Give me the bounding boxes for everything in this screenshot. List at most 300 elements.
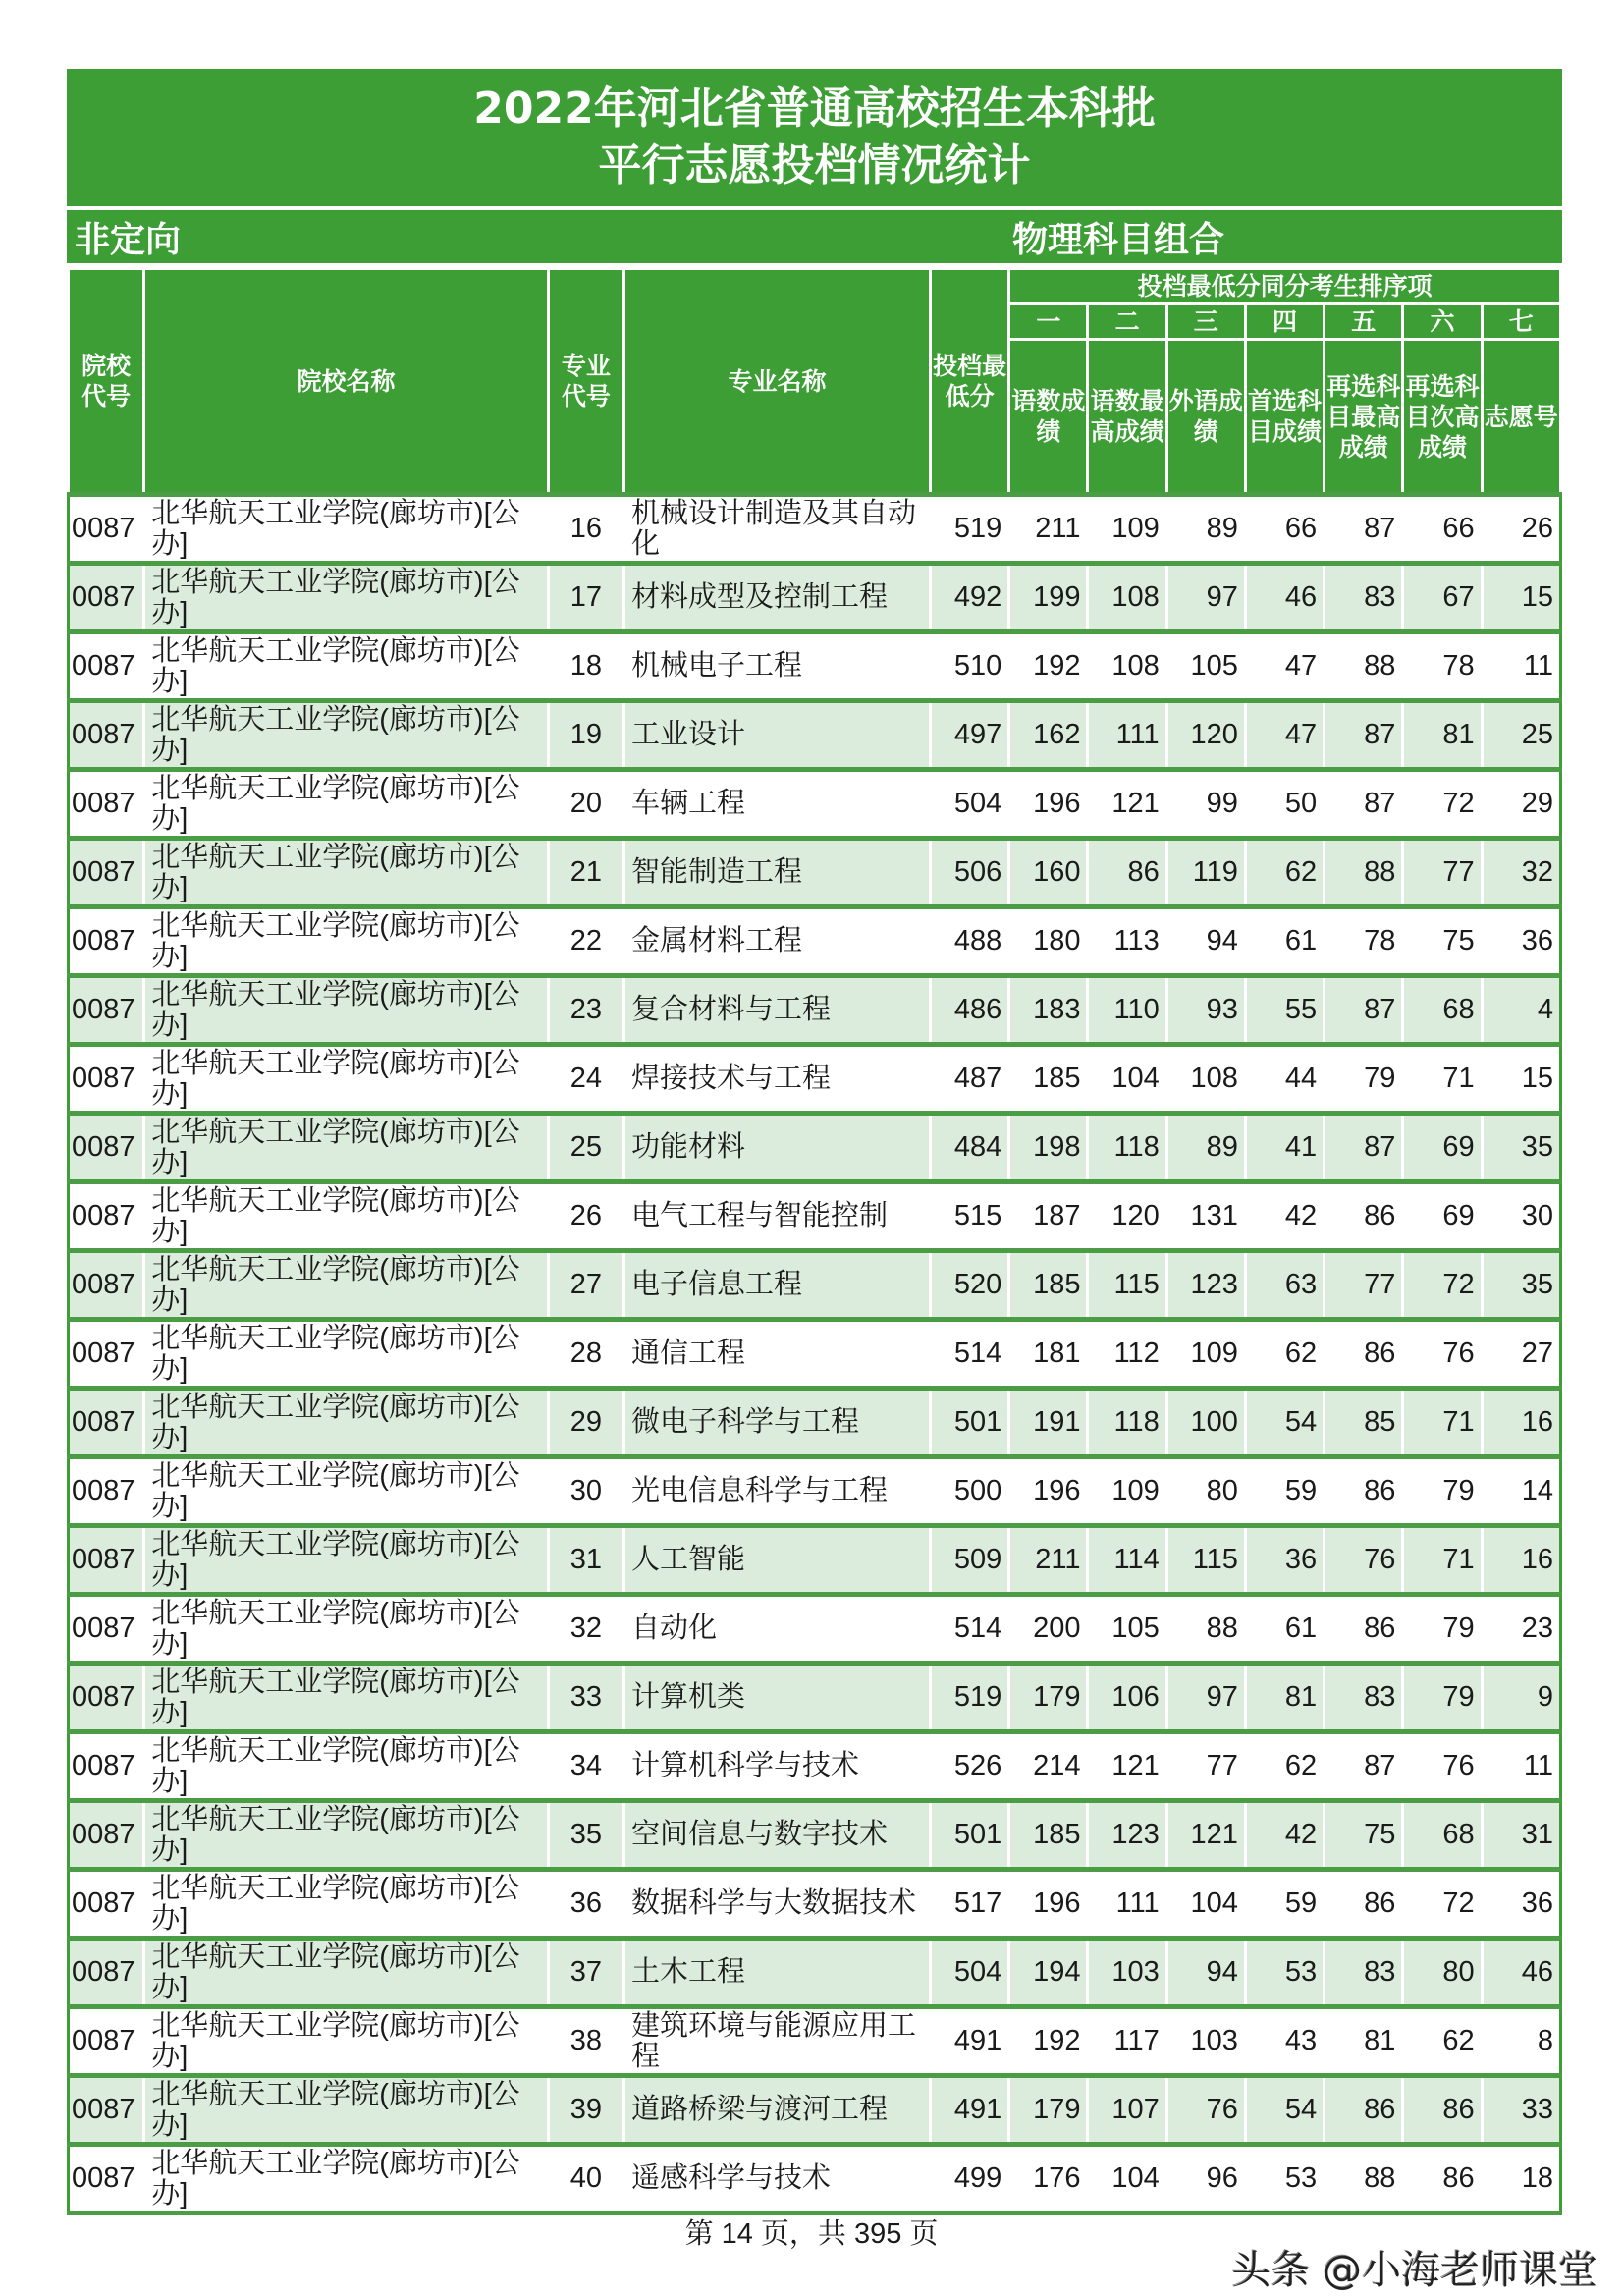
cell-min-score: 488 (931, 907, 1009, 976)
cell-tiebreak-1: 180 (1009, 907, 1088, 976)
cell-tiebreak-4: 53 (1245, 1939, 1324, 2007)
cell-tiebreak-4: 54 (1245, 2076, 1324, 2145)
cell-tiebreak-3: 89 (1166, 495, 1245, 564)
cell-major-code: 30 (548, 1457, 623, 1526)
cell-major-name: 自动化 (624, 1595, 931, 1664)
cell-tiebreak-1: 179 (1009, 2076, 1088, 2145)
cell-school-name: 北华航天工业学院(廊坊市)[公办] (144, 1526, 549, 1595)
admission-statistics-sheet (67, 69, 1562, 2215)
cell-major-name: 计算机类 (624, 1664, 931, 1732)
cell-tiebreak-2: 109 (1088, 495, 1166, 564)
cell-tiebreak-5: 83 (1325, 1664, 1403, 1732)
cell-school-code: 0087 (69, 1045, 144, 1114)
cell-tiebreak-1: 196 (1009, 770, 1088, 839)
cell-tiebreak-6: 78 (1403, 632, 1482, 701)
cell-tiebreak-6: 72 (1403, 1251, 1482, 1320)
cell-tiebreak-7: 18 (1482, 2145, 1560, 2214)
cell-major-name: 空间信息与数字技术 (624, 1801, 931, 1870)
cell-tiebreak-5: 87 (1325, 976, 1403, 1045)
cell-tiebreak-5: 77 (1325, 1251, 1403, 1320)
cell-min-score: 520 (931, 1251, 1009, 1320)
cell-tiebreak-5: 83 (1325, 1939, 1403, 2007)
cell-school-code: 0087 (69, 1389, 144, 1457)
cell-min-score: 492 (931, 564, 1009, 632)
cell-tiebreak-4: 36 (1245, 1526, 1324, 1595)
cell-tiebreak-7: 8 (1482, 2007, 1560, 2076)
header-ordinal-7: 七 (1482, 304, 1560, 340)
cell-tiebreak-6: 67 (1403, 564, 1482, 632)
cell-tiebreak-6: 81 (1403, 701, 1482, 770)
cell-min-score: 500 (931, 1457, 1009, 1526)
header-tiebreak-7: 志愿号 (1482, 340, 1560, 495)
cell-school-code: 0087 (69, 1664, 144, 1732)
cell-tiebreak-7: 14 (1482, 1457, 1560, 1526)
cell-tiebreak-3: 88 (1166, 1595, 1245, 1664)
cell-tiebreak-7: 30 (1482, 1182, 1560, 1251)
cell-tiebreak-5: 79 (1325, 1045, 1403, 1114)
table-body (69, 495, 1561, 2214)
cell-tiebreak-1: 185 (1009, 1251, 1088, 1320)
cell-tiebreak-3: 97 (1166, 564, 1245, 632)
cell-tiebreak-2: 114 (1088, 1526, 1166, 1595)
cell-tiebreak-4: 43 (1245, 2007, 1324, 2076)
cell-school-name: 北华航天工业学院(廊坊市)[公办] (144, 1801, 549, 1870)
cell-tiebreak-3: 94 (1166, 1939, 1245, 2007)
cell-tiebreak-1: 181 (1009, 1320, 1088, 1389)
cell-major-name: 通信工程 (624, 1320, 931, 1389)
cell-tiebreak-3: 93 (1166, 976, 1245, 1045)
header-min-score: 投档最低分 (931, 269, 1009, 495)
cell-school-code: 0087 (69, 1732, 144, 1801)
cell-tiebreak-5: 87 (1325, 701, 1403, 770)
cell-tiebreak-6: 72 (1403, 770, 1482, 839)
cell-tiebreak-5: 87 (1325, 770, 1403, 839)
cell-school-name: 北华航天工业学院(廊坊市)[公办] (144, 1870, 549, 1939)
cell-major-code: 36 (548, 1870, 623, 1939)
cell-school-code: 0087 (69, 770, 144, 839)
cell-tiebreak-2: 121 (1088, 1732, 1166, 1801)
cell-tiebreak-3: 120 (1166, 701, 1245, 770)
header-tiebreak-3: 外语成绩 (1166, 340, 1245, 495)
cell-tiebreak-7: 16 (1482, 1526, 1560, 1595)
cell-major-code: 34 (548, 1732, 623, 1801)
cell-tiebreak-1: 185 (1009, 1801, 1088, 1870)
cell-school-code: 0087 (69, 632, 144, 701)
cell-tiebreak-6: 62 (1403, 2007, 1482, 2076)
cell-tiebreak-7: 35 (1482, 1114, 1560, 1182)
header-ordinal-1: 一 (1009, 304, 1088, 340)
cell-tiebreak-3: 76 (1166, 2076, 1245, 2145)
cell-major-code: 38 (548, 2007, 623, 2076)
cell-tiebreak-6: 68 (1403, 976, 1482, 1045)
header-ordinal-3: 三 (1166, 304, 1245, 340)
cell-school-code: 0087 (69, 1114, 144, 1182)
cell-tiebreak-4: 42 (1245, 1182, 1324, 1251)
cell-school-name: 北华航天工业学院(廊坊市)[公办] (144, 976, 549, 1045)
cell-school-code: 0087 (69, 1526, 144, 1595)
title-line-2: 平行志愿投档情况统计 (598, 140, 1031, 191)
table-row (69, 1320, 1561, 1389)
cell-major-code: 31 (548, 1526, 623, 1595)
cell-tiebreak-3: 109 (1166, 1320, 1245, 1389)
cell-major-code: 19 (548, 701, 623, 770)
cell-school-name: 北华航天工业学院(廊坊市)[公办] (144, 1182, 549, 1251)
cell-tiebreak-7: 23 (1482, 1595, 1560, 1664)
cell-tiebreak-2: 112 (1088, 1320, 1166, 1389)
cell-school-name: 北华航天工业学院(廊坊市)[公办] (144, 701, 549, 770)
cell-tiebreak-1: 192 (1009, 632, 1088, 701)
cell-tiebreak-7: 16 (1482, 1389, 1560, 1457)
cell-tiebreak-4: 59 (1245, 1457, 1324, 1526)
cell-tiebreak-4: 50 (1245, 770, 1324, 839)
cell-tiebreak-4: 53 (1245, 2145, 1324, 2214)
cell-tiebreak-3: 97 (1166, 1664, 1245, 1732)
cell-tiebreak-3: 80 (1166, 1457, 1245, 1526)
table-row (69, 632, 1561, 701)
cell-tiebreak-1: 211 (1009, 1526, 1088, 1595)
cell-tiebreak-1: 199 (1009, 564, 1088, 632)
cell-tiebreak-3: 119 (1166, 839, 1245, 907)
cell-tiebreak-1: 179 (1009, 1664, 1088, 1732)
cell-school-code: 0087 (69, 495, 144, 564)
cell-tiebreak-7: 31 (1482, 1801, 1560, 1870)
cell-tiebreak-5: 85 (1325, 1389, 1403, 1457)
cell-tiebreak-5: 88 (1325, 2145, 1403, 2214)
cell-tiebreak-6: 69 (1403, 1114, 1482, 1182)
cell-major-code: 35 (548, 1801, 623, 1870)
cell-tiebreak-1: 194 (1009, 1939, 1088, 2007)
cell-tiebreak-6: 86 (1403, 2145, 1482, 2214)
cell-tiebreak-3: 94 (1166, 907, 1245, 976)
cell-tiebreak-6: 66 (1403, 495, 1482, 564)
cell-tiebreak-6: 69 (1403, 1182, 1482, 1251)
cell-tiebreak-2: 106 (1088, 1664, 1166, 1732)
cell-school-code: 0087 (69, 839, 144, 907)
cell-school-code: 0087 (69, 1870, 144, 1939)
cell-school-code: 0087 (69, 2145, 144, 2214)
table-row (69, 1457, 1561, 1526)
table-row (69, 1182, 1561, 1251)
cell-tiebreak-6: 76 (1403, 1320, 1482, 1389)
cell-tiebreak-5: 86 (1325, 1457, 1403, 1526)
cell-tiebreak-3: 105 (1166, 632, 1245, 701)
header-tiebreak-2: 语数最高成绩 (1088, 340, 1166, 495)
cell-tiebreak-7: 36 (1482, 1870, 1560, 1939)
cell-tiebreak-6: 71 (1403, 1526, 1482, 1595)
cell-major-name: 工业设计 (624, 701, 931, 770)
cell-tiebreak-3: 123 (1166, 1251, 1245, 1320)
cell-major-code: 33 (548, 1664, 623, 1732)
cell-major-name: 金属材料工程 (624, 907, 931, 976)
cell-school-code: 0087 (69, 2076, 144, 2145)
cell-major-name: 机械电子工程 (624, 632, 931, 701)
cell-min-score: 510 (931, 632, 1009, 701)
cell-tiebreak-6: 86 (1403, 2076, 1482, 2145)
cell-tiebreak-5: 88 (1325, 632, 1403, 701)
cell-min-score: 519 (931, 1664, 1009, 1732)
cell-major-code: 21 (548, 839, 623, 907)
table-row (69, 1114, 1561, 1182)
cell-tiebreak-3: 99 (1166, 770, 1245, 839)
cell-min-score: 506 (931, 839, 1009, 907)
cell-tiebreak-6: 68 (1403, 1801, 1482, 1870)
cell-tiebreak-6: 72 (1403, 1870, 1482, 1939)
header-major-name: 专业名称 (624, 269, 931, 495)
cell-tiebreak-7: 15 (1482, 564, 1560, 632)
cell-tiebreak-6: 71 (1403, 1389, 1482, 1457)
header-tiebreak-6: 再选科目次高成绩 (1403, 340, 1482, 495)
cell-tiebreak-4: 44 (1245, 1045, 1324, 1114)
cell-major-code: 17 (548, 564, 623, 632)
cell-major-name: 光电信息科学与工程 (624, 1457, 931, 1526)
cell-tiebreak-3: 77 (1166, 1732, 1245, 1801)
header-school-code: 院校代号 (69, 269, 144, 495)
cell-major-code: 23 (548, 976, 623, 1045)
cell-min-score: 487 (931, 1045, 1009, 1114)
cell-tiebreak-7: 36 (1482, 907, 1560, 976)
cell-major-name: 机械设计制造及其自动化 (624, 495, 931, 564)
cell-school-name: 北华航天工业学院(廊坊市)[公办] (144, 1114, 549, 1182)
header-ordinal-4: 四 (1245, 304, 1324, 340)
cell-tiebreak-7: 9 (1482, 1664, 1560, 1732)
cell-major-code: 20 (548, 770, 623, 839)
cell-tiebreak-4: 63 (1245, 1251, 1324, 1320)
cell-tiebreak-4: 47 (1245, 632, 1324, 701)
header-major-code: 专业代号 (548, 269, 623, 495)
cell-major-name: 土木工程 (624, 1939, 931, 2007)
cell-major-code: 25 (548, 1114, 623, 1182)
header-tiebreak-group: 投档最低分同分考生排序项 (1009, 269, 1561, 304)
cell-major-code: 40 (548, 2145, 623, 2214)
cell-tiebreak-7: 33 (1482, 2076, 1560, 2145)
table-row (69, 1939, 1561, 2007)
cell-school-code: 0087 (69, 701, 144, 770)
cell-major-code: 28 (548, 1320, 623, 1389)
header-ordinal-6: 六 (1403, 304, 1482, 340)
cell-tiebreak-2: 113 (1088, 907, 1166, 976)
cell-school-name: 北华航天工业学院(廊坊市)[公办] (144, 839, 549, 907)
cell-tiebreak-5: 86 (1325, 1182, 1403, 1251)
cell-major-name: 智能制造工程 (624, 839, 931, 907)
cell-tiebreak-1: 191 (1009, 1389, 1088, 1457)
cell-tiebreak-3: 108 (1166, 1045, 1245, 1114)
cell-min-score: 491 (931, 2007, 1009, 2076)
cell-min-score: 519 (931, 495, 1009, 564)
cell-tiebreak-5: 86 (1325, 1320, 1403, 1389)
cell-school-code: 0087 (69, 564, 144, 632)
header-tiebreak-1: 语数成绩 (1009, 340, 1088, 495)
cell-school-name: 北华航天工业学院(廊坊市)[公办] (144, 907, 549, 976)
cell-tiebreak-2: 118 (1088, 1114, 1166, 1182)
cell-min-score: 504 (931, 770, 1009, 839)
cell-major-name: 遥感科学与技术 (624, 2145, 931, 2214)
table-row (69, 701, 1561, 770)
cell-tiebreak-2: 118 (1088, 1389, 1166, 1457)
title-line-1: 2022年河北省普通高校招生本科批 (473, 83, 1156, 134)
table-row (69, 1870, 1561, 1939)
table-row (69, 770, 1561, 839)
header-school-name: 院校名称 (144, 269, 549, 495)
cell-tiebreak-3: 115 (1166, 1526, 1245, 1595)
cell-tiebreak-5: 78 (1325, 907, 1403, 976)
cell-tiebreak-1: 200 (1009, 1595, 1088, 1664)
cell-major-code: 32 (548, 1595, 623, 1664)
cell-tiebreak-5: 83 (1325, 564, 1403, 632)
cell-tiebreak-4: 66 (1245, 495, 1324, 564)
cell-school-name: 北华航天工业学院(廊坊市)[公办] (144, 564, 549, 632)
cell-major-name: 道路桥梁与渡河工程 (624, 2076, 931, 2145)
cell-tiebreak-4: 61 (1245, 907, 1324, 976)
cell-tiebreak-1: 192 (1009, 2007, 1088, 2076)
table-row (69, 1045, 1561, 1114)
cell-school-name: 北华航天工业学院(廊坊市)[公办] (144, 632, 549, 701)
cell-tiebreak-4: 62 (1245, 1320, 1324, 1389)
cell-tiebreak-4: 81 (1245, 1664, 1324, 1732)
cell-school-code: 0087 (69, 1320, 144, 1389)
cell-major-code: 29 (548, 1389, 623, 1457)
cell-tiebreak-2: 86 (1088, 839, 1166, 907)
cell-tiebreak-2: 123 (1088, 1801, 1166, 1870)
cell-tiebreak-2: 109 (1088, 1457, 1166, 1526)
cell-school-name: 北华航天工业学院(廊坊市)[公办] (144, 1664, 549, 1732)
cell-tiebreak-4: 62 (1245, 1732, 1324, 1801)
cell-tiebreak-1: 196 (1009, 1870, 1088, 1939)
cell-tiebreak-2: 107 (1088, 2076, 1166, 2145)
cell-tiebreak-3: 89 (1166, 1114, 1245, 1182)
cell-tiebreak-3: 100 (1166, 1389, 1245, 1457)
cell-tiebreak-3: 104 (1166, 1870, 1245, 1939)
table-header (69, 269, 1561, 495)
cell-school-name: 北华航天工业学院(廊坊市)[公办] (144, 1251, 549, 1320)
cell-tiebreak-2: 110 (1088, 976, 1166, 1045)
header-ordinal-2: 二 (1088, 304, 1166, 340)
header-ordinal-5: 五 (1325, 304, 1403, 340)
cell-tiebreak-1: 162 (1009, 701, 1088, 770)
cell-tiebreak-2: 104 (1088, 2145, 1166, 2214)
cell-min-score: 504 (931, 1939, 1009, 2007)
cell-tiebreak-6: 79 (1403, 1664, 1482, 1732)
cell-major-name: 复合材料与工程 (624, 976, 931, 1045)
cell-tiebreak-3: 121 (1166, 1801, 1245, 1870)
cell-min-score: 491 (931, 2076, 1009, 2145)
cell-tiebreak-1: 185 (1009, 1045, 1088, 1114)
cell-tiebreak-2: 111 (1088, 1870, 1166, 1939)
cell-major-code: 18 (548, 632, 623, 701)
cell-tiebreak-5: 86 (1325, 2076, 1403, 2145)
cell-tiebreak-7: 35 (1482, 1251, 1560, 1320)
cell-major-name: 数据科学与大数据技术 (624, 1870, 931, 1939)
cell-tiebreak-2: 104 (1088, 1045, 1166, 1114)
table-row (69, 1664, 1561, 1732)
cell-tiebreak-6: 76 (1403, 1732, 1482, 1801)
cell-school-name: 北华航天工业学院(廊坊市)[公办] (144, 495, 549, 564)
cell-school-name: 北华航天工业学院(廊坊市)[公办] (144, 1595, 549, 1664)
cell-major-name: 人工智能 (624, 1526, 931, 1595)
cell-tiebreak-5: 86 (1325, 1870, 1403, 1939)
cell-tiebreak-2: 105 (1088, 1595, 1166, 1664)
cell-school-name: 北华航天工业学院(廊坊市)[公办] (144, 770, 549, 839)
table-row (69, 564, 1561, 632)
cell-tiebreak-4: 61 (1245, 1595, 1324, 1664)
cell-tiebreak-1: 211 (1009, 495, 1088, 564)
cell-school-name: 北华航天工业学院(廊坊市)[公办] (144, 2007, 549, 2076)
cell-major-name: 车辆工程 (624, 770, 931, 839)
cell-major-name: 电子信息工程 (624, 1251, 931, 1320)
cell-school-code: 0087 (69, 1939, 144, 2007)
table-row (69, 2145, 1561, 2214)
cell-tiebreak-6: 71 (1403, 1045, 1482, 1114)
cell-tiebreak-7: 4 (1482, 976, 1560, 1045)
cell-school-code: 0087 (69, 1457, 144, 1526)
cell-tiebreak-1: 176 (1009, 2145, 1088, 2214)
table-row (69, 907, 1561, 976)
admission-table (67, 267, 1562, 2215)
header-tiebreak-4: 首选科目成绩 (1245, 340, 1324, 495)
cell-tiebreak-1: 187 (1009, 1182, 1088, 1251)
cell-tiebreak-2: 115 (1088, 1251, 1166, 1320)
cell-major-code: 22 (548, 907, 623, 976)
cell-tiebreak-6: 79 (1403, 1457, 1482, 1526)
cell-major-name: 微电子科学与工程 (624, 1389, 931, 1457)
cell-tiebreak-7: 15 (1482, 1045, 1560, 1114)
cell-tiebreak-7: 46 (1482, 1939, 1560, 2007)
cell-major-code: 37 (548, 1939, 623, 2007)
cell-min-score: 526 (931, 1732, 1009, 1801)
cell-major-name: 电气工程与智能控制 (624, 1182, 931, 1251)
cell-school-code: 0087 (69, 1595, 144, 1664)
cell-major-code: 16 (548, 495, 623, 564)
cell-tiebreak-1: 160 (1009, 839, 1088, 907)
cell-major-code: 27 (548, 1251, 623, 1320)
table-row (69, 1732, 1561, 1801)
table-row (69, 1595, 1561, 1664)
category-non-directed: 非定向 (75, 219, 182, 260)
cell-min-score: 499 (931, 2145, 1009, 2214)
cell-tiebreak-5: 86 (1325, 1595, 1403, 1664)
header-tiebreak-5: 再选科目最高成绩 (1325, 340, 1403, 495)
cell-school-name: 北华航天工业学院(廊坊市)[公办] (144, 1045, 549, 1114)
cell-tiebreak-7: 29 (1482, 770, 1560, 839)
cell-school-code: 0087 (69, 1251, 144, 1320)
cell-tiebreak-4: 47 (1245, 701, 1324, 770)
cell-tiebreak-3: 131 (1166, 1182, 1245, 1251)
cell-school-name: 北华航天工业学院(廊坊市)[公办] (144, 1457, 549, 1526)
cell-major-name: 建筑环境与能源应用工程 (624, 2007, 931, 2076)
cell-min-score: 517 (931, 1870, 1009, 1939)
cell-tiebreak-4: 41 (1245, 1114, 1324, 1182)
table-row (69, 495, 1561, 564)
table-row (69, 1801, 1561, 1870)
cell-tiebreak-2: 108 (1088, 632, 1166, 701)
cell-tiebreak-4: 62 (1245, 839, 1324, 907)
watermark: 头条 @小海老师课堂 (1231, 2248, 1597, 2293)
cell-tiebreak-2: 117 (1088, 2007, 1166, 2076)
cell-tiebreak-7: 25 (1482, 701, 1560, 770)
cell-tiebreak-5: 88 (1325, 839, 1403, 907)
cell-school-name: 北华航天工业学院(廊坊市)[公办] (144, 1389, 549, 1457)
cell-tiebreak-2: 111 (1088, 701, 1166, 770)
cell-school-name: 北华航天工业学院(廊坊市)[公办] (144, 1732, 549, 1801)
cell-school-code: 0087 (69, 2007, 144, 2076)
cell-tiebreak-1: 196 (1009, 1457, 1088, 1526)
cell-tiebreak-3: 96 (1166, 2145, 1245, 2214)
cell-tiebreak-2: 108 (1088, 564, 1166, 632)
cell-tiebreak-4: 54 (1245, 1389, 1324, 1457)
cell-tiebreak-7: 11 (1482, 1732, 1560, 1801)
cell-min-score: 486 (931, 976, 1009, 1045)
cell-school-code: 0087 (69, 1182, 144, 1251)
cell-tiebreak-2: 103 (1088, 1939, 1166, 2007)
